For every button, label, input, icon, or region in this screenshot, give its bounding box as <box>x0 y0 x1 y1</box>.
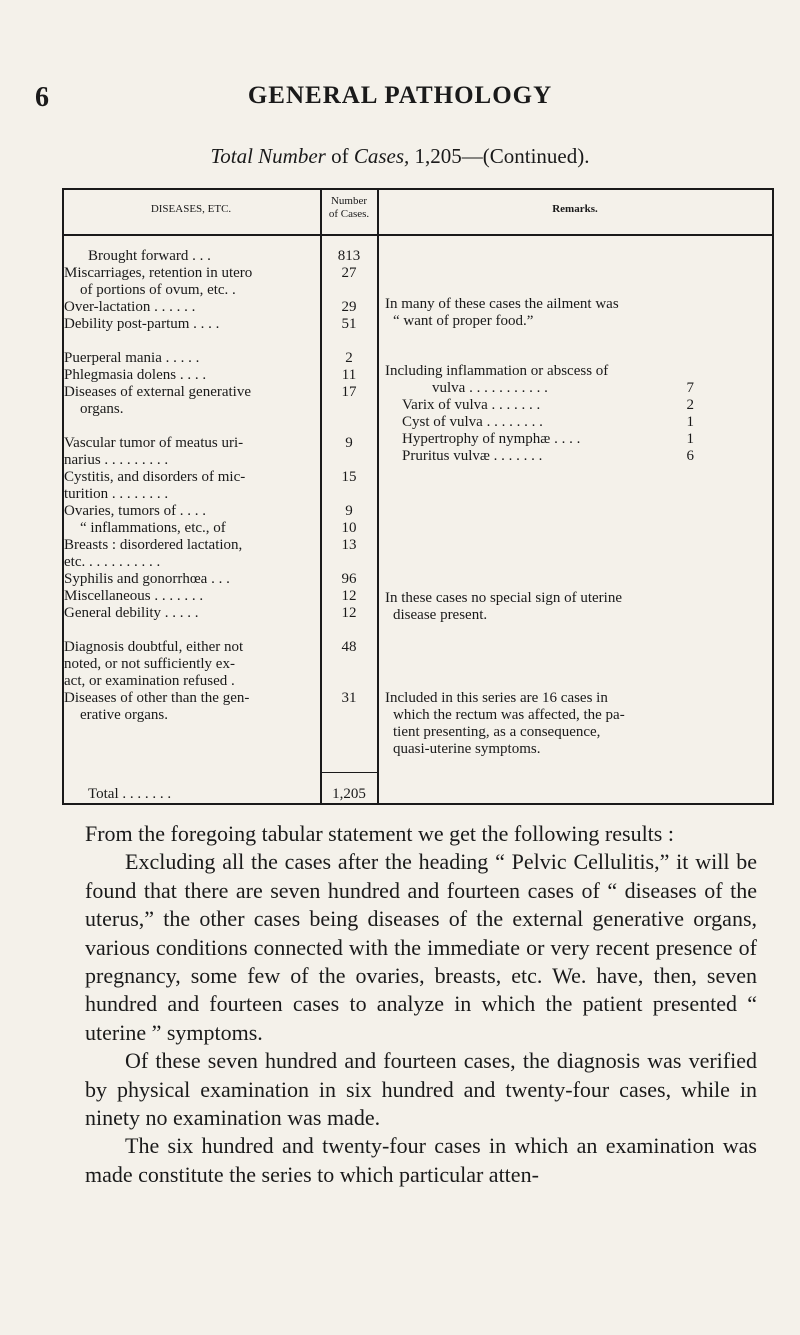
total-rule <box>321 772 377 773</box>
disease-label: act, or examination refused . <box>64 673 235 689</box>
disease-label: Diagnosis doubtful, either not <box>64 639 244 655</box>
disease-label: Puerperal mania . . . . . <box>64 350 200 366</box>
header-number-line1: Number <box>330 195 368 207</box>
disease-label: Miscellaneous . . . . . . . <box>64 588 204 604</box>
case-count: 9 <box>345 503 353 519</box>
remark-item-count: 1 <box>686 414 694 430</box>
paragraph-3: Of these seven hundred and fourteen cases, the diagnosis was verified by physical examination in six hundred and twenty-four cases, while in ninety no examination was made. <box>85 1048 757 1131</box>
disease-label: of portions of ovum, etc. . <box>80 282 236 298</box>
remark-debility-line2: “ want of proper food.” <box>393 313 534 329</box>
remark-general-debility-line2: disease present. <box>393 607 488 623</box>
header-number-line2: of Cases. <box>328 208 370 220</box>
case-count: 96 <box>341 571 357 587</box>
table-right-rule <box>772 188 774 805</box>
remark-item-label: Hypertrophy of nymphæ . . . . <box>402 431 581 447</box>
paragraph-1: From the foregoing tabular statement we get the following results : <box>85 821 674 846</box>
cases-table <box>62 188 774 805</box>
disease-label: Breasts : disordered lactation, <box>64 537 243 553</box>
header-diseases: DISEASES, ETC. <box>150 203 232 215</box>
table-caption <box>0 144 800 169</box>
remark-other-organs-line4: quasi-uterine symptoms. <box>393 741 541 757</box>
case-count: 9 <box>345 435 353 451</box>
disease-label: erative organs. <box>80 707 169 723</box>
disease-label: turition . . . . . . . . <box>64 486 169 502</box>
remark-item-label: vulva . . . . . . . . . . . <box>432 380 548 396</box>
disease-label: Diseases of other than the gen- <box>64 690 250 706</box>
case-count: 13 <box>341 537 357 553</box>
remark-external-item <box>432 380 694 397</box>
page-header <box>35 82 765 122</box>
remark-item-count: 2 <box>686 397 694 413</box>
caption-total-number: Total Number <box>210 144 326 168</box>
case-count: 12 <box>341 588 357 604</box>
remark-item-label: Cyst of vulva . . . . . . . . <box>402 414 543 430</box>
disease-label: Brought forward . . . <box>88 248 211 264</box>
case-count: 813 <box>337 248 361 264</box>
disease-label: Ovaries, tumors of . . . . <box>64 503 207 519</box>
disease-label: Syphilis and gonorrhœa . . . <box>64 571 230 587</box>
case-count: 17 <box>341 384 357 400</box>
remark-external-item <box>402 414 694 431</box>
case-count: 12 <box>341 605 357 621</box>
total-label: Total . . . . . . . <box>88 786 172 802</box>
disease-label: Diseases of external generative <box>64 384 251 400</box>
case-count: 15 <box>341 469 357 485</box>
disease-label: noted, or not sufficiently ex- <box>64 656 235 672</box>
running-head: GENERAL PATHOLOGY <box>247 82 553 109</box>
page-number: 6 <box>35 82 49 113</box>
caption-of: of <box>331 144 349 168</box>
remark-item-count: 7 <box>686 380 694 396</box>
total-number: 1,205 <box>332 786 366 802</box>
remark-debility-line1: In many of these cases the ailment was <box>385 296 619 312</box>
remark-external-intro: Including inflammation or abscess of <box>385 363 609 379</box>
disease-label: Miscarriages, retention in utero <box>64 265 253 281</box>
case-count: 51 <box>341 316 357 332</box>
remark-general-debility-line1: In these cases no special sign of uterine <box>385 590 623 606</box>
case-count: 2 <box>345 350 353 366</box>
header-remarks: Remarks. <box>552 203 598 215</box>
case-count: 31 <box>341 690 357 706</box>
remark-external-item <box>402 448 694 465</box>
disease-label: “ inflammations, etc., of <box>80 520 226 536</box>
case-count: 48 <box>341 639 357 655</box>
remark-other-organs-line2: which the rectum was affected, the pa- <box>393 707 625 723</box>
caption-rest: 1,205—(Continued). <box>414 144 590 168</box>
case-count: 11 <box>341 367 357 383</box>
remark-item-count: 1 <box>686 431 694 447</box>
remark-item-count: 6 <box>686 448 694 464</box>
remark-item-label: Pruritus vulvæ . . . . . . . <box>402 448 543 464</box>
caption-cases: Cases, <box>353 144 410 168</box>
disease-label: organs. <box>80 401 124 417</box>
column-rule-remarks <box>377 188 379 805</box>
table-top-rule <box>62 188 774 190</box>
disease-label: Phlegmasia dolens . . . . <box>64 367 207 383</box>
disease-label: narius . . . . . . . . . <box>64 452 169 468</box>
body-text <box>85 820 757 1189</box>
disease-label: Vascular tumor of meatus uri- <box>64 435 244 451</box>
remark-external-item <box>402 431 694 448</box>
paragraph-2: Excluding all the cases after the heading “ Pelvic Cellulitis,” it will be found that there are seven hundred and fourteen cases of “ diseases of the uterus,” the other cases being diseases of the external generative organs, various conditions connected with the immediate or very recent presence of pregnancy, some few of the ovaries, breasts, etc. We. have, then, seven hundred and fourteen cases to analyze in which the patient presented “ uterine ” symptoms. <box>85 849 757 1045</box>
disease-label: Over-lactation . . . . . . <box>64 299 196 315</box>
paragraph-4: The six hundred and twenty-four cases in which an examination was made constitute the series to which particular atten- <box>85 1133 757 1187</box>
case-count: 10 <box>341 520 357 536</box>
case-count: 27 <box>341 265 357 281</box>
case-count: 29 <box>341 299 357 315</box>
disease-label: General debility . . . . . <box>64 605 199 621</box>
remark-other-organs-line3: tient presenting, as a consequence, <box>393 724 601 740</box>
disease-label: Cystitis, and disorders of mic- <box>64 469 246 485</box>
remark-item-label: Varix of vulva . . . . . . . <box>402 397 541 413</box>
disease-label: Debility post-partum . . . . <box>64 316 220 332</box>
table-header-rule <box>62 234 774 236</box>
remark-other-organs-line1: Included in this series are 16 cases in <box>385 690 608 706</box>
table-bottom-rule <box>62 803 774 805</box>
remark-external-item <box>402 397 694 414</box>
disease-label: etc. . . . . . . . . . . <box>64 554 161 570</box>
